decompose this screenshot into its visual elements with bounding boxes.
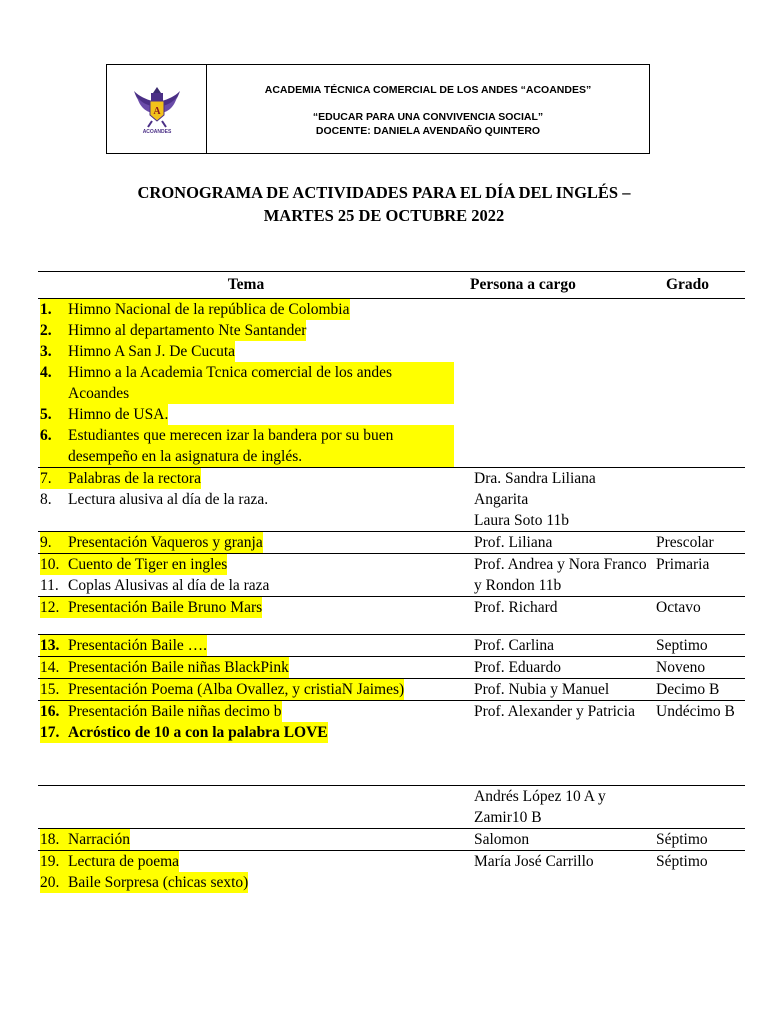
- grado-cell: [648, 468, 745, 532]
- activity-item: [40, 597, 454, 618]
- table-row: [38, 468, 745, 532]
- activity-number: 9.: [40, 532, 68, 553]
- grado-cell: Octavo: [656, 599, 701, 616]
- svg-text:A: A: [152, 106, 161, 117]
- tema-cell: [38, 554, 454, 597]
- activity-number: 20.: [40, 872, 68, 893]
- activity-text: Himno a la Academia Tcnica comercial de los andes Acoandes: [68, 362, 454, 404]
- activity-item: [40, 701, 454, 722]
- grado-cell: [648, 786, 745, 829]
- activity-item: [40, 829, 454, 850]
- persona-cell: Prof. Carlina: [474, 637, 555, 654]
- activity-item: [40, 404, 454, 425]
- activity-number: 10.: [40, 554, 68, 575]
- activity-number: 18.: [40, 829, 68, 850]
- table-row: [38, 701, 745, 786]
- tema-cell: [38, 679, 454, 701]
- activity-item: [40, 425, 454, 467]
- activity-number: 17.: [40, 722, 68, 743]
- activity-item: [40, 575, 454, 596]
- grado-cell: Noveno: [656, 659, 706, 676]
- teacher-name: DOCENTE: DANIELA AVENDAÑO QUINTERO: [315, 125, 541, 137]
- table-row: [38, 554, 745, 597]
- activity-text: Cuento de Tiger en ingles: [68, 556, 228, 573]
- activity-text: Himno Nacional de la república de Colombia: [68, 301, 350, 318]
- activity-number: 11.: [40, 577, 59, 594]
- school-logo: [107, 65, 207, 153]
- tema-cell: [38, 701, 454, 786]
- persona-cell: Prof. Nubia y Manuel: [474, 681, 610, 698]
- activity-text: Presentación Vaqueros y granja: [68, 534, 263, 551]
- tema-cell: [38, 829, 454, 851]
- activity-number: 8.: [40, 491, 52, 508]
- school-name: ACADEMIA TÉCNICA COMERCIAL DE LOS ANDES “ACOANDES”: [264, 84, 592, 96]
- title-line-2: MARTES 25 DE OCTUBRE 2022: [263, 206, 505, 225]
- persona-cell: Prof. Eduardo: [474, 659, 561, 676]
- activity-text: Lectura de poema: [68, 853, 180, 870]
- persona-cell: [454, 299, 648, 468]
- grado-cell: Undécimo B: [656, 703, 735, 720]
- column-header-persona: Persona a cargo: [470, 276, 576, 293]
- activity-text: Narración: [68, 831, 130, 848]
- table-row: [38, 532, 745, 554]
- activity-number: 19.: [40, 851, 68, 872]
- table-row: [38, 597, 745, 635]
- activity-text: Coplas Alusivas al día de la raza: [68, 577, 270, 594]
- eagle-emblem-icon: [132, 83, 182, 135]
- persona-cell: Prof. Liliana: [474, 534, 553, 551]
- grado-cell: Septimo: [656, 637, 708, 654]
- activity-item: [40, 468, 454, 489]
- activity-text: Presentación Baile ….: [68, 637, 208, 654]
- column-header-tema: Tema: [227, 276, 265, 293]
- document-title: [0, 181, 768, 227]
- activity-item: [40, 851, 454, 872]
- persona-cell: Dra. Sandra Liliana Angarita Laura Soto 11b: [474, 470, 596, 529]
- activity-number: 16.: [40, 701, 68, 722]
- table-row: [38, 657, 745, 679]
- svg-text:ACOANDES: ACOANDES: [142, 129, 171, 135]
- grado-cell: Prescolar: [656, 534, 714, 551]
- activity-item: [40, 657, 454, 678]
- tema-cell: [38, 657, 454, 679]
- tema-cell: [38, 851, 454, 894]
- tema-cell: [38, 597, 454, 635]
- activity-text: Lectura alusiva al día de la raza.: [68, 491, 269, 508]
- activity-number: 4.: [40, 362, 68, 404]
- activity-number: 7.: [40, 468, 68, 489]
- header-text: [207, 65, 649, 153]
- activity-number: 14.: [40, 657, 68, 678]
- activity-text: Himno A San J. De Cucuta: [68, 343, 236, 360]
- tema-cell: [38, 468, 454, 532]
- activity-text: Presentación Baile niñas BlackPink: [68, 659, 289, 676]
- activity-text: Himno de USA.: [68, 406, 169, 423]
- schedule-body: [38, 299, 745, 894]
- activity-text: Baile Sorpresa (chicas sexto): [68, 874, 249, 891]
- activity-number: 6.: [40, 425, 68, 467]
- persona-cell: Prof. Andrea y Nora Franco y Rondon 11b: [474, 556, 647, 594]
- activity-item: [40, 679, 454, 700]
- grado-cell: Primaria: [656, 556, 710, 573]
- activity-number: 15.: [40, 679, 68, 700]
- activity-item: [40, 554, 454, 575]
- school-motto: “EDUCAR PARA UNA CONVIVENCIA SOCIAL”: [312, 111, 544, 123]
- activity-text: Palabras de la rectora: [68, 470, 201, 487]
- activity-item: [40, 299, 454, 320]
- activity-item: [40, 489, 454, 510]
- activity-text: Himno al departamento Nte Santander: [68, 322, 307, 339]
- tema-cell: [38, 532, 454, 554]
- activity-item: [40, 532, 454, 553]
- activity-number: 5.: [40, 404, 68, 425]
- activity-number: 1.: [40, 299, 68, 320]
- table-row: [38, 679, 745, 701]
- activity-item: [40, 722, 454, 743]
- activity-number: 2.: [40, 320, 68, 341]
- grado-cell: [648, 299, 745, 468]
- persona-cell: Prof. Alexander y Patricia: [474, 703, 635, 720]
- activity-text: Acróstico de 10 a con la palabra LOVE: [68, 724, 328, 741]
- grado-cell: Séptimo: [656, 853, 708, 870]
- activity-number: 12.: [40, 597, 68, 618]
- table-header-row: [38, 272, 745, 299]
- activity-item: [40, 320, 454, 341]
- table-row: [38, 829, 745, 851]
- column-header-grado: Grado: [666, 276, 710, 293]
- activity-number: 3.: [40, 341, 68, 362]
- tema-cell: [38, 299, 454, 468]
- activity-text: Presentación Baile Bruno Mars: [68, 599, 263, 616]
- activity-text: Presentación Baile niñas decimo b: [68, 703, 282, 720]
- table-row: [38, 786, 745, 829]
- activity-item: [40, 872, 454, 893]
- table-row: [38, 635, 745, 657]
- persona-cell: Prof. Richard: [474, 599, 558, 616]
- persona-cell: María José Carrillo: [474, 853, 594, 870]
- school-header: [106, 64, 650, 154]
- activity-item: [40, 341, 454, 362]
- schedule-table: [38, 271, 745, 893]
- table-row: [38, 851, 745, 894]
- grado-cell: Séptimo: [656, 831, 708, 848]
- grado-cell: Decimo B: [656, 681, 720, 698]
- activity-number: 13.: [40, 635, 68, 656]
- tema-cell: [38, 635, 454, 657]
- persona-cell: Salomon: [474, 831, 530, 848]
- activity-item: [40, 362, 454, 404]
- table-row: [38, 299, 745, 468]
- title-line-1: CRONOGRAMA DE ACTIVIDADES PARA EL DÍA DEL INGLÉS –: [137, 183, 631, 202]
- persona-cell: Andrés López 10 A y Zamir10 B: [474, 788, 606, 826]
- activity-text: Presentación Poema (Alba Ovallez, y cristiaN Jaimes): [68, 681, 405, 698]
- tema-cell: [38, 786, 454, 829]
- activity-text: Estudiantes que merecen izar la bandera por su buen desempeño en la asignatura de inglés.: [68, 425, 454, 467]
- activity-item: [40, 635, 454, 656]
